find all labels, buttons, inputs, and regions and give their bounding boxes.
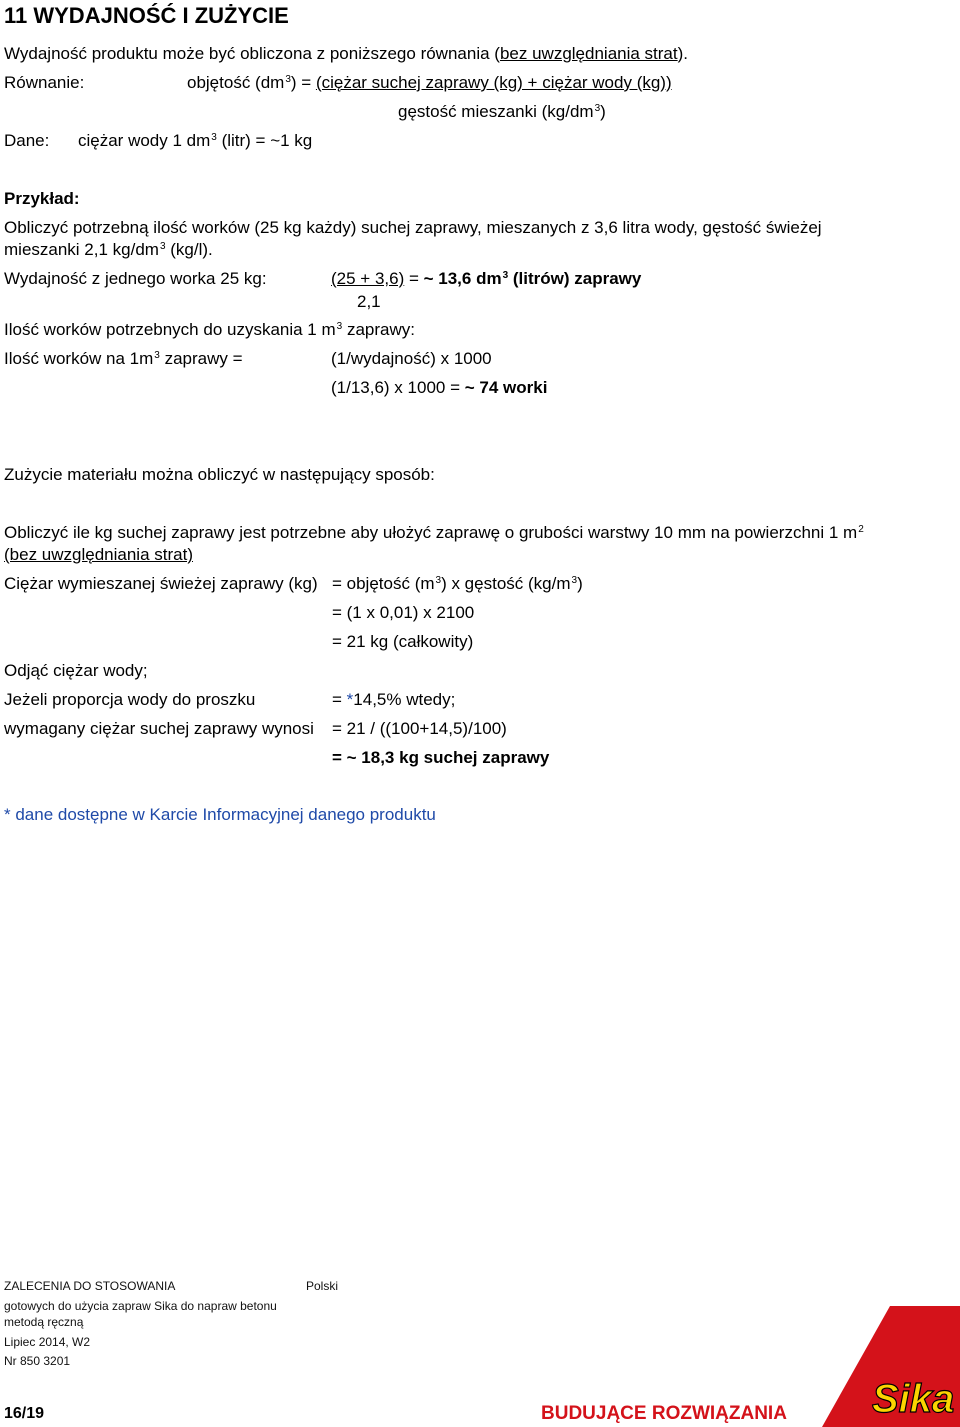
row-label: Jeżeli proporcja wody do proszku xyxy=(4,690,256,709)
footer-doc-title: ZALECENIA DO STOSOWANIA xyxy=(4,1279,176,1293)
consumption-intro: Zużycie materiału można obliczyć w następujący sposób: xyxy=(4,465,435,484)
intro-text: Wydajność produktu może być obliczona z poniższego równania (bez uwzględniania strat). xyxy=(4,44,689,63)
bags-needed-text: Ilość worków potrzebnych do uzyskania 1 $m^3$ zaprawy: xyxy=(4,320,415,339)
page-heading: 11 WYDAJNOŚĆ I ZUŻYCIE xyxy=(4,3,289,28)
row-value: = 21 kg (całkowity) xyxy=(332,632,474,651)
example-label: Przykład: xyxy=(4,189,80,208)
yield-formula: (25 + 3,6) = ~ 13,6 $dm^3$ (litrów) zaprawy xyxy=(331,269,642,288)
consumption-task-line2: (bez uwzględniania strat) xyxy=(4,545,193,564)
given-label: Dane: xyxy=(4,131,50,150)
bags-per-label: Ilość worków na $1m^3$ zaprawy = xyxy=(4,349,243,368)
row-value: = (1 x 0,01) x 2100 xyxy=(332,603,475,622)
sika-logo xyxy=(812,1306,960,1427)
equation-formula: objętość $(dm^3)$ = (ciężar suchej zaprawy (kg) + ciężar wody (kg)) xyxy=(187,73,672,92)
page-number: 16/19 xyxy=(4,1405,45,1422)
bags-formula-1: (1/wydajność) x 1000 xyxy=(331,349,492,368)
footer-date: Lipiec 2014, W2 xyxy=(4,1335,91,1349)
equation-label: Równanie: xyxy=(4,73,85,92)
example-line2: mieszanki 2,1 $kg/dm^3$ (kg/l). xyxy=(4,240,213,259)
footer-subtitle-2: metodą ręczną xyxy=(4,1315,84,1329)
yield-denominator: 2,1 xyxy=(357,292,381,311)
row-label: wymagany ciężar suchej zaprawy wynosi xyxy=(4,719,314,738)
footer-language: Polski xyxy=(306,1279,339,1293)
row-label: Ciężar wymieszanej świeżej zaprawy (kg) xyxy=(4,574,318,593)
footer-slogan: BUDUJĄCE ROZWIĄZANIA xyxy=(541,1403,787,1424)
row-value: = *14,5% wtedy; xyxy=(332,690,456,709)
row-value-result: = ~ 18,3 kg suchej zaprawy xyxy=(332,748,550,767)
row-value: = objętość $(m^3)$ x gęstość $(kg/m^3)$ xyxy=(332,574,583,593)
row-value: = 21 / ((100+14,5)/100) xyxy=(332,719,507,738)
footnote: * dane dostępne w Karcie Informacyjnej danego produktu xyxy=(4,805,436,824)
consumption-task-line1: Obliczyć ile kg suchej zaprawy jest potrzebne aby ułożyć zaprawę o grubości warstwy 10 mm na powierzchni 1 $m^2$ xyxy=(4,523,864,542)
yield-label: Wydajność z jednego worka 25 kg: xyxy=(4,269,267,288)
bags-formula-2: (1/13,6) x 1000 = ~ 74 worki xyxy=(331,378,548,397)
footer-number: Nr 850 3201 xyxy=(4,1354,71,1368)
equation-denominator: gęstość mieszanki $(kg/dm^3)$ xyxy=(398,102,606,121)
footer-subtitle-1: gotowych do użycia zapraw Sika do napraw betonu xyxy=(4,1299,277,1313)
row-label: Odjąć ciężar wody; xyxy=(4,661,148,680)
given-text: ciężar wody 1 $dm^3$ (litr) = ~1 kg xyxy=(78,131,313,150)
logo-wordmark: Sika xyxy=(872,1377,955,1421)
example-line1: Obliczyć potrzebną ilość worków (25 kg każdy) suchej zaprawy, mieszanych z 3,6 litra wody, gęstość świeżej xyxy=(4,218,822,237)
